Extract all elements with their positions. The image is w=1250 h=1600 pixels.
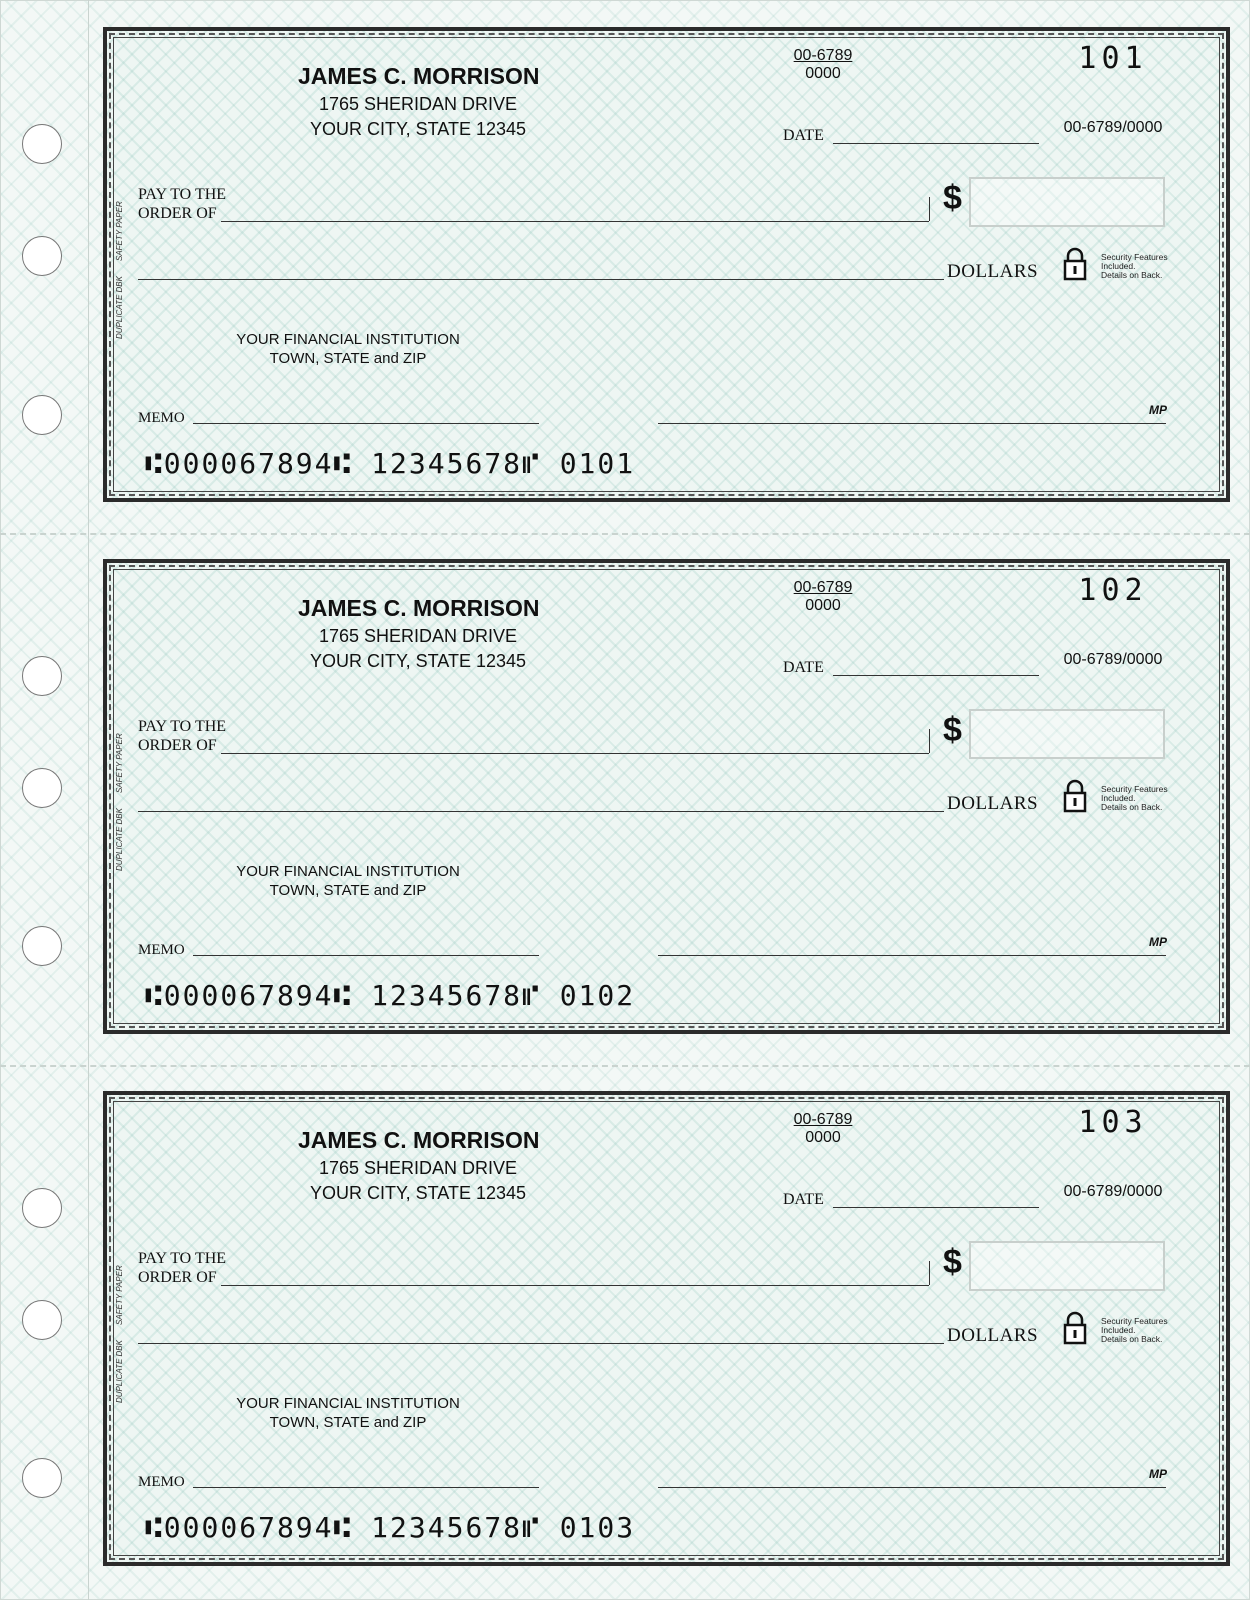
routing-fraction: 00-6789/0000	[1063, 1183, 1163, 1200]
bank-location: TOWN, STATE and ZIP	[269, 1414, 427, 1431]
payee-field[interactable]	[221, 753, 929, 754]
side-text-safety-paper: SAFETY PAPER	[115, 201, 124, 261]
check-102	[103, 559, 1230, 1034]
security-features-note	[1101, 253, 1168, 280]
written-amount-field[interactable]	[138, 811, 944, 812]
account-holder-name: JAMES C. MORRISON	[298, 1127, 540, 1153]
account-holder-name: JAMES C. MORRISON	[298, 595, 540, 621]
micr-line: ⑆000067894⑆ 12345678⑈ 0102	[145, 979, 636, 1012]
address-line-1: 1765 SHERIDAN DRIVE	[318, 626, 518, 646]
binder-hole	[22, 656, 62, 696]
dollars-label: DOLLARS	[947, 793, 1039, 814]
bank-name: YOUR FINANCIAL INSTITUTION	[236, 863, 460, 880]
binder-hole	[22, 1458, 62, 1498]
binder-hole	[22, 926, 62, 966]
date-label: DATE	[783, 659, 824, 676]
payee-field[interactable]	[221, 1285, 929, 1286]
check-103	[103, 1091, 1230, 1566]
account-holder-name: JAMES C. MORRISON	[298, 63, 540, 89]
date-field[interactable]	[833, 143, 1039, 144]
pay-to-label-line1: PAY TO THE	[138, 1250, 227, 1267]
side-text-duplicate: DUPLICATE DBK	[115, 1340, 124, 1403]
signature-field[interactable]	[658, 955, 1166, 956]
written-amount-field[interactable]	[138, 279, 944, 280]
memo-field[interactable]	[193, 1487, 539, 1488]
pay-to-label-line1: PAY TO THE	[138, 718, 227, 735]
memo-label: MEMO	[138, 942, 185, 958]
micr-line: ⑆000067894⑆ 12345678⑈ 0101	[145, 447, 636, 480]
side-text-safety-paper: SAFETY PAPER	[115, 1265, 124, 1325]
security-note-line3: Details on Back.	[1101, 1334, 1163, 1344]
address-line-2: YOUR CITY, STATE 12345	[309, 1183, 527, 1203]
pay-to-label	[138, 1249, 226, 1287]
side-text-safety-paper: SAFETY PAPER	[115, 733, 124, 793]
memo-field[interactable]	[193, 423, 539, 424]
memo-label: MEMO	[138, 410, 185, 426]
payee-field-end-tick	[929, 1261, 930, 1285]
fraction-code-bottom: 0000	[805, 597, 841, 614]
pay-to-label	[138, 185, 226, 223]
mp-mark: MP	[1149, 1467, 1167, 1481]
payee-field-end-tick	[929, 197, 930, 221]
dollars-label: DOLLARS	[947, 261, 1039, 282]
fraction-code-bottom: 0000	[805, 1129, 841, 1146]
lock-icon	[1063, 247, 1087, 281]
security-features-note	[1101, 785, 1168, 812]
signature-field[interactable]	[658, 1487, 1166, 1488]
binder-margin-line	[88, 0, 89, 1600]
side-text-duplicate: DUPLICATE DBK	[115, 808, 124, 871]
bank-location: TOWN, STATE and ZIP	[269, 350, 427, 367]
memo-field[interactable]	[193, 955, 539, 956]
bank-location: TOWN, STATE and ZIP	[269, 882, 427, 899]
signature-field[interactable]	[658, 423, 1166, 424]
mp-mark: MP	[1149, 935, 1167, 949]
binder-hole	[22, 768, 62, 808]
payee-field-end-tick	[929, 729, 930, 753]
bank-name: YOUR FINANCIAL INSTITUTION	[236, 331, 460, 348]
fraction-code-top: 00-6789	[793, 579, 853, 596]
address-line-2: YOUR CITY, STATE 12345	[309, 119, 527, 139]
address-line-1: 1765 SHERIDAN DRIVE	[318, 1158, 518, 1178]
side-text-duplicate: DUPLICATE DBK	[115, 276, 124, 339]
binder-hole	[22, 1188, 62, 1228]
dollar-sign: $	[943, 711, 962, 749]
pay-to-label-line2: ORDER OF	[138, 1269, 217, 1286]
date-field[interactable]	[833, 675, 1039, 676]
fraction-code-top: 00-6789	[793, 47, 853, 64]
date-label: DATE	[783, 127, 824, 144]
security-note-line2: Included.	[1101, 261, 1136, 271]
check-number: 103	[1078, 1105, 1148, 1140]
pay-to-label-line2: ORDER OF	[138, 205, 217, 222]
micr-line: ⑆000067894⑆ 12345678⑈ 0103	[145, 1511, 636, 1544]
fraction-code-bottom: 0000	[805, 65, 841, 82]
perforation-line	[0, 1065, 1250, 1067]
check-number: 102	[1078, 573, 1148, 608]
pay-to-label-line1: PAY TO THE	[138, 186, 227, 203]
dollars-label: DOLLARS	[947, 1325, 1039, 1346]
dollar-sign: $	[943, 1243, 962, 1281]
address-line-2: YOUR CITY, STATE 12345	[309, 651, 527, 671]
binder-hole	[22, 124, 62, 164]
mp-mark: MP	[1149, 403, 1167, 417]
memo-label: MEMO	[138, 1474, 185, 1490]
pay-to-label	[138, 717, 226, 755]
amount-box[interactable]	[969, 1241, 1165, 1291]
binder-hole	[22, 236, 62, 276]
security-note-line3: Details on Back.	[1101, 802, 1163, 812]
check-number: 101	[1078, 41, 1148, 76]
bank-name: YOUR FINANCIAL INSTITUTION	[236, 1395, 460, 1412]
security-note-line2: Included.	[1101, 1325, 1136, 1335]
payee-field[interactable]	[221, 221, 929, 222]
pay-to-label-line2: ORDER OF	[138, 737, 217, 754]
amount-box[interactable]	[969, 709, 1165, 759]
check-101	[103, 27, 1230, 502]
security-note-line1: Security Features	[1101, 1316, 1168, 1326]
binder-hole	[22, 395, 62, 435]
date-field[interactable]	[833, 1207, 1039, 1208]
security-note-line2: Included.	[1101, 793, 1136, 803]
security-note-line3: Details on Back.	[1101, 270, 1163, 280]
binder-hole	[22, 1300, 62, 1340]
amount-box[interactable]	[969, 177, 1165, 227]
security-note-line1: Security Features	[1101, 784, 1168, 794]
lock-icon	[1063, 779, 1087, 813]
perforation-line	[0, 533, 1250, 535]
security-features-note	[1101, 1317, 1168, 1344]
written-amount-field[interactable]	[138, 1343, 944, 1344]
fraction-code-top: 00-6789	[793, 1111, 853, 1128]
date-label: DATE	[783, 1191, 824, 1208]
security-note-line1: Security Features	[1101, 252, 1168, 262]
routing-fraction: 00-6789/0000	[1063, 119, 1163, 136]
lock-icon	[1063, 1311, 1087, 1345]
dollar-sign: $	[943, 179, 962, 217]
routing-fraction: 00-6789/0000	[1063, 651, 1163, 668]
address-line-1: 1765 SHERIDAN DRIVE	[318, 94, 518, 114]
